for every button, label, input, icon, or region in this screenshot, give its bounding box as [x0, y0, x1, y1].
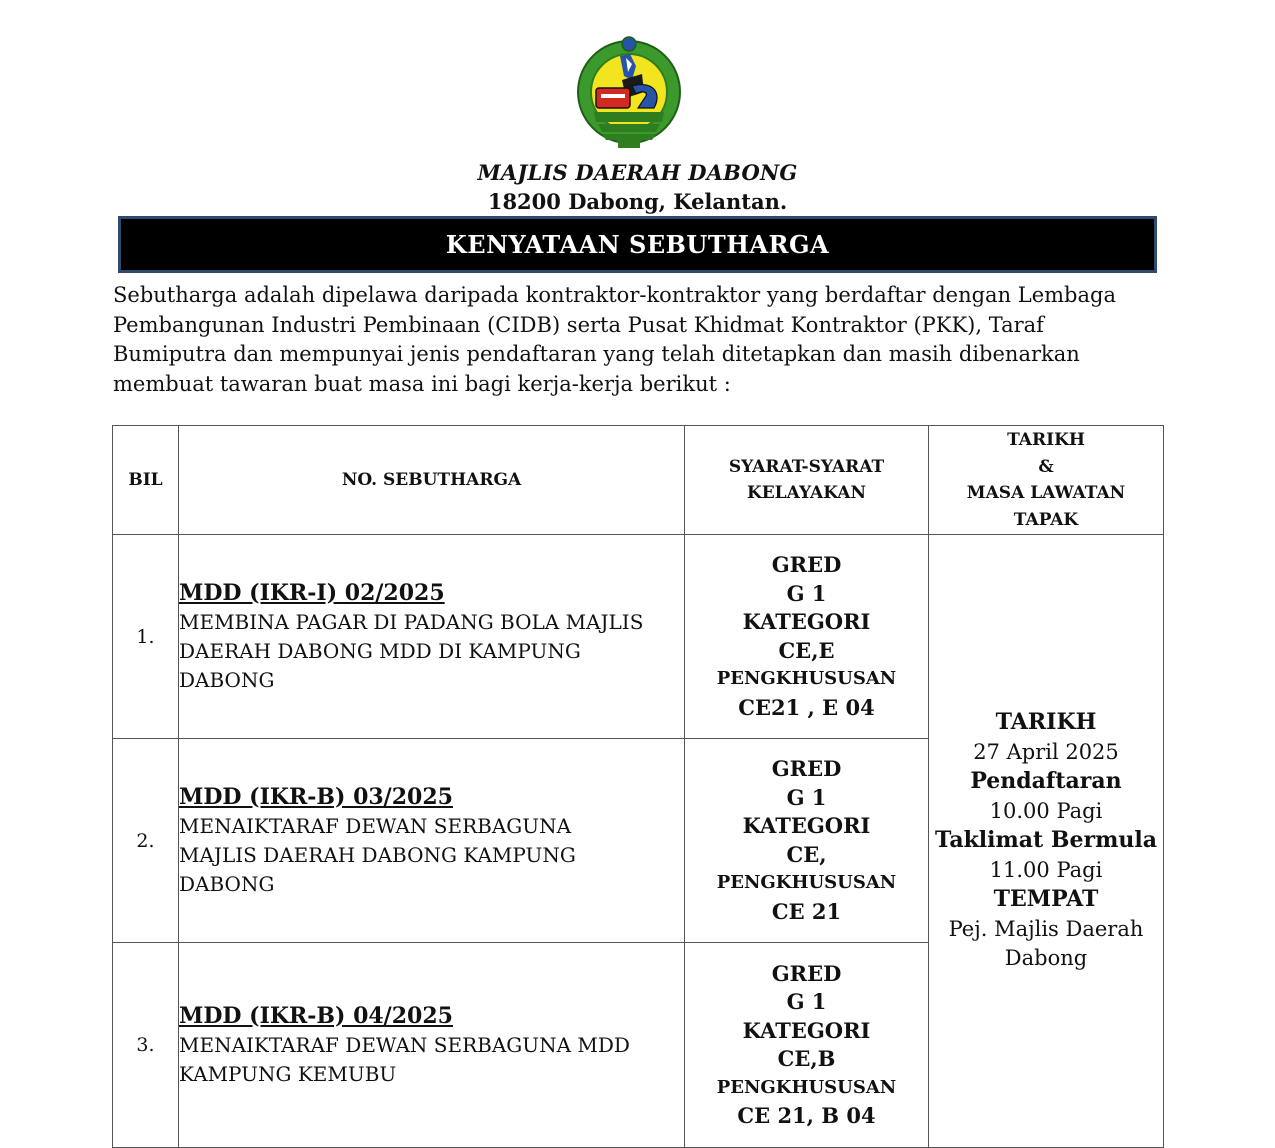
tempat-value-line: Pej. Majlis Daerah: [948, 916, 1144, 941]
gred-value: G 1: [786, 580, 827, 606]
tender-reference: MDD (IKR-B) 04/2025: [179, 1002, 453, 1029]
header-syarat-kelayakan: [685, 426, 929, 535]
kategori-value: CE,: [786, 841, 827, 867]
intro-line: Pembangunan Industri Pembinaan (CIDB) serta Pusat Khidmat Kontraktor (PKK), Taraf: [113, 312, 1044, 337]
tender-title-line: MENAIKTARAF DEWAN SERBAGUNA MDD: [179, 1032, 630, 1057]
header-line: SYARAT-SYARAT: [728, 456, 885, 477]
kategori-value: CE,E: [778, 637, 835, 663]
pengkhususan-value: CE 21: [771, 898, 842, 924]
organization-name: MAJLIS DAERAH DABONG: [477, 160, 798, 185]
intro-paragraph: [113, 281, 1163, 399]
header-line: MASA LAWATAN: [966, 483, 1126, 503]
organization-address: 18200 Dabong, Kelantan.: [487, 189, 788, 214]
taklimat-label: Taklimat Bermula: [935, 827, 1157, 854]
tender-table: [112, 425, 1164, 1148]
tender-reference: MDD (IKR-B) 03/2025: [179, 783, 453, 810]
kategori-value: CE,B: [777, 1046, 836, 1071]
notice-title-banner: [118, 216, 1157, 273]
tender-title-line: MENAIKTARAF DEWAN SERBAGUNA: [179, 813, 572, 838]
notice-title: KENYATAAN SEBUTHARGA: [445, 230, 830, 259]
tender-description: [179, 943, 685, 1148]
majlis-daerah-dabong-logo: [576, 36, 682, 154]
row-number: 2.: [113, 739, 179, 943]
requirements-cell: [685, 739, 929, 943]
header-line: &: [1038, 456, 1054, 477]
row-number: 1.: [113, 535, 179, 739]
kategori-label: KATEGORI: [742, 813, 871, 838]
pengkhususan-value: CE21 , E 04: [738, 694, 875, 720]
taklimat-value: 11.00 Pagi: [989, 857, 1103, 882]
header-line: KELAYAKAN: [746, 483, 867, 503]
tender-reference: MDD (IKR-I) 02/2025: [179, 579, 445, 606]
pendaftaran-label: Pendaftaran: [970, 768, 1122, 795]
intro-line: Sebutharga adalah dipelawa daripada kontraktor-kontraktor yang berdaftar dengan Lembaga: [113, 283, 1116, 307]
tender-description: [179, 739, 685, 943]
gred-value: G 1: [786, 989, 827, 1014]
tender-title-line: DAERAH DABONG MDD DI KAMPUNG: [179, 638, 581, 663]
tender-title-line: DABONG: [179, 667, 275, 692]
header-line: TAPAK: [1013, 509, 1079, 530]
header-no-sebutharga: NO. SEBUTHARGA: [179, 426, 685, 535]
requirements-cell: [685, 535, 929, 739]
tender-title-line: KAMPUNG KEMUBU: [179, 1061, 397, 1086]
tempat-label: TEMPAT: [993, 886, 1099, 913]
row-number: 3.: [113, 943, 179, 1148]
tender-title-line: MAJLIS DAERAH DABONG KAMPUNG: [179, 842, 576, 867]
requirements-cell: [685, 943, 929, 1148]
intro-line: Bumiputra dan mempunyai jenis pendaftaran yang telah ditetapkan dan masih dibenarkan: [113, 342, 1080, 366]
kategori-label: KATEGORI: [742, 1017, 871, 1043]
pengkhususan-value: CE 21, B 04: [737, 1103, 876, 1128]
gred-value: G 1: [786, 784, 827, 810]
gred-label: GRED: [771, 756, 842, 781]
tarikh-value: 27 April 2025: [973, 739, 1119, 764]
gred-label: GRED: [771, 960, 842, 986]
pengkhususan-label: PENGKHUSUSAN: [716, 1076, 897, 1098]
site-visit-cell: [929, 535, 1164, 1148]
kategori-label: KATEGORI: [742, 609, 871, 634]
table-header-row: [113, 426, 1164, 535]
table-row: [113, 535, 1164, 739]
header-tarikh-masa: [929, 426, 1164, 535]
header-line: TARIKH: [1007, 430, 1085, 450]
pengkhususan-label: PENGKHUSUSAN: [716, 668, 897, 689]
intro-line: membuat tawaran buat masa ini bagi kerja-kerja berikut :: [113, 371, 731, 396]
gred-label: GRED: [771, 552, 842, 577]
pendaftaran-value: 10.00 Pagi: [989, 798, 1103, 823]
tender-description: [179, 535, 685, 739]
header-bil: BIL: [113, 426, 179, 535]
tender-title-line: DABONG: [179, 871, 275, 896]
pengkhususan-label: PENGKHUSUSAN: [716, 872, 897, 893]
tarikh-label: TARIKH: [995, 709, 1097, 736]
tender-title-line: MEMBINA PAGAR DI PADANG BOLA MAJLIS: [179, 609, 644, 634]
tempat-value-line: Dabong: [1004, 946, 1088, 971]
